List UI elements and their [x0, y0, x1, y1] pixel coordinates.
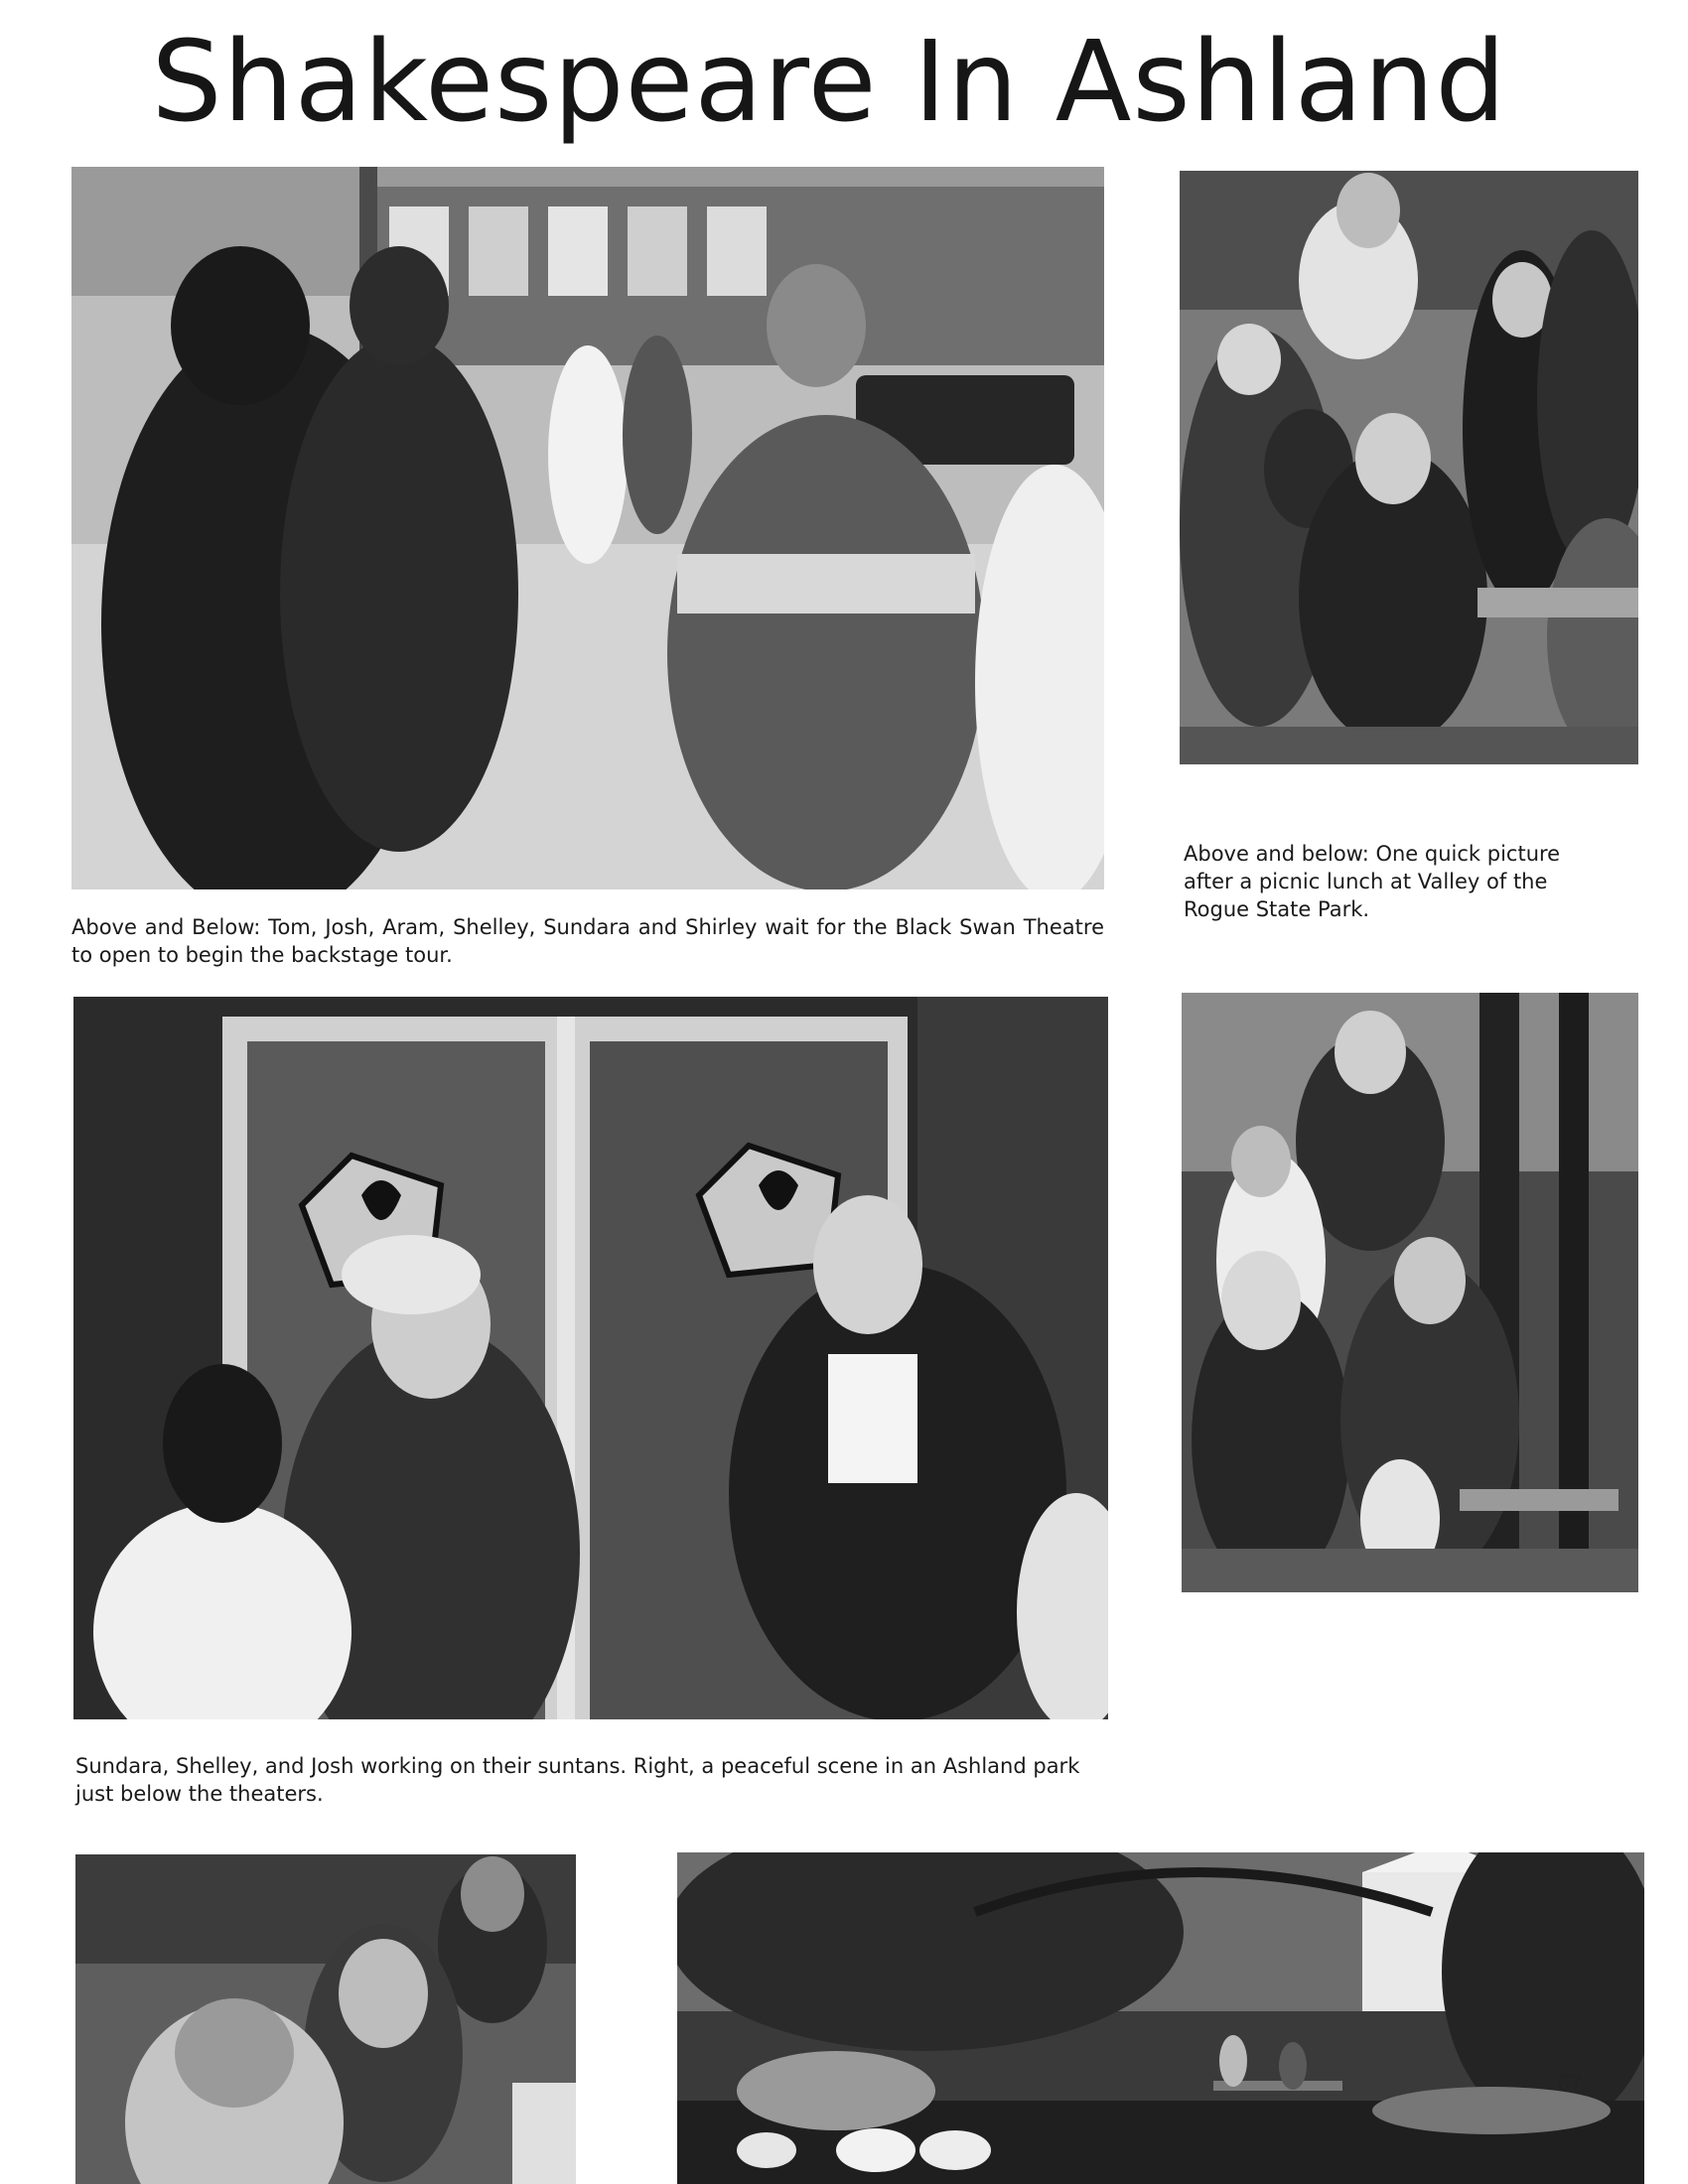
- caption-top-left: Above and Below: Tom, Josh, Aram, Shelley, Sundara and Shirley wait for the Black Swan Theatre to open to begin the backstage tour.: [71, 915, 1104, 967]
- photo-picnic-group: [1180, 171, 1638, 764]
- photo-street-students: [71, 167, 1104, 889]
- caption-top-right: Above and below: One quick picture after a picnic lunch at Valley of the Rogue State Park.: [1184, 842, 1561, 921]
- photo-black-swan-doors: [73, 997, 1108, 1719]
- page-number: 67: [1557, 2071, 1583, 2095]
- page-title: Shakespeare In Ashland: [151, 18, 1507, 147]
- photo-suntan-lawn: [75, 1854, 576, 2184]
- caption-middle: Sundara, Shelley, and Josh working on their suntans. Right, a peaceful scene in an Ashland park just below the theaters.: [75, 1754, 1080, 1806]
- photo-park-group: [1182, 993, 1638, 1592]
- photo-ashland-park-pond: [677, 1852, 1644, 2184]
